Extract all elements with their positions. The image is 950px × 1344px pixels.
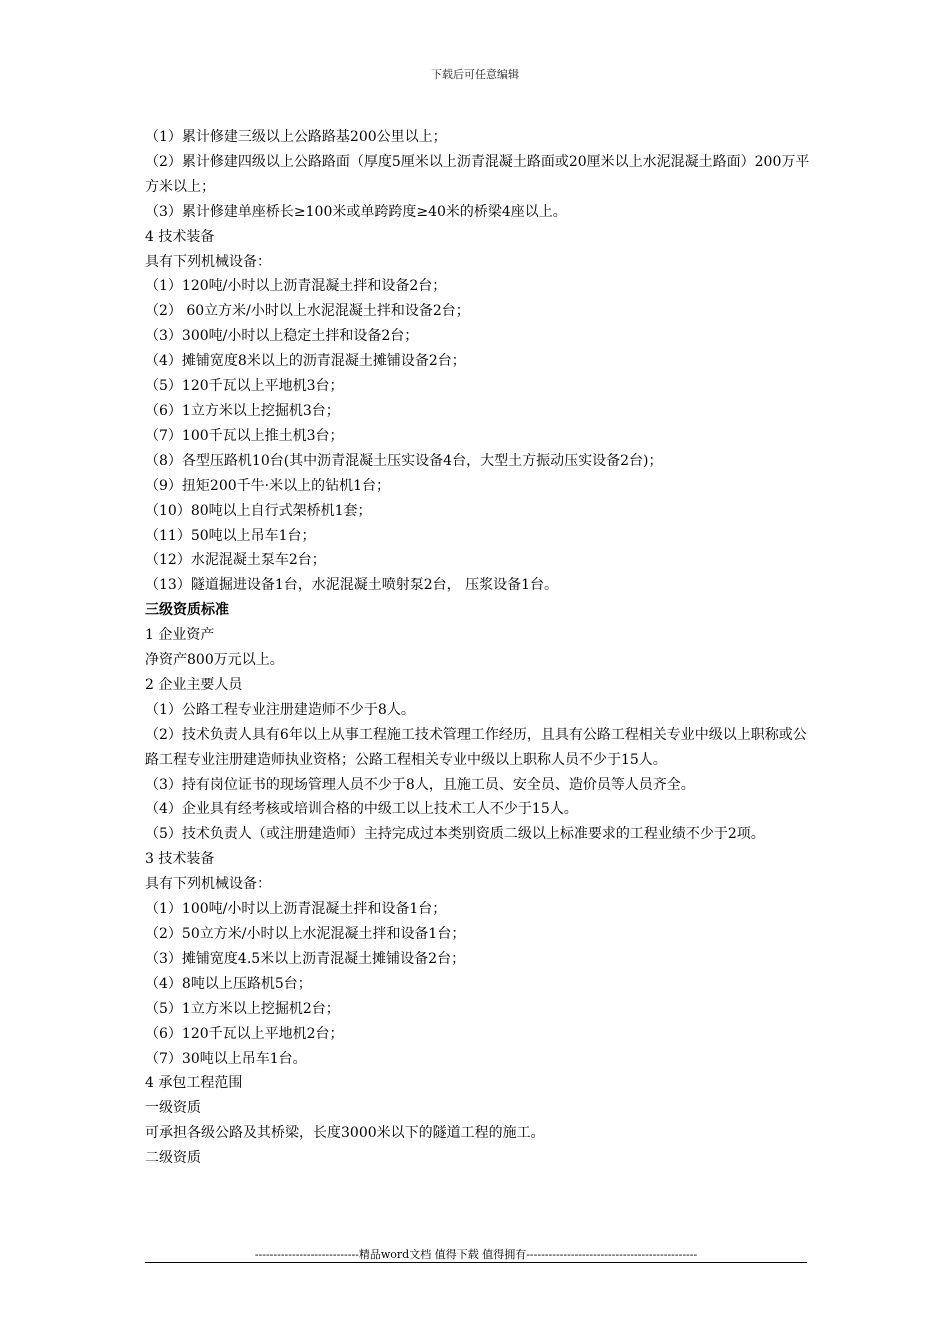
text-line: 3 技术装备 [145, 851, 215, 868]
text-line: （4）8吨以上压路机5台； [145, 975, 312, 992]
text-line: （10）80吨以上自行式架桥机1套； [145, 502, 372, 519]
text-line: （4）企业具有经考核或培训合格的中级工以上技术工人不少于15人。 [145, 801, 578, 818]
text-line: （12）水泥混凝土泵车2台； [145, 552, 326, 569]
text-line: （11）50吨以上吊车1台； [145, 527, 316, 544]
text-line: （9）扭矩200千牛·米以上的钻机1台； [145, 477, 390, 494]
text-line: （4）摊铺宽度8米以上的沥青混凝土摊铺设备2台； [145, 353, 466, 370]
text-line: （8）各型压路机10台(其中沥青混凝土压实设备4台，大型土方振动压实设备2台)； [145, 452, 663, 469]
text-line: （5）1立方米以上挖掘机2台； [145, 1000, 340, 1017]
text-line: （2）50立方米/小时以上水泥混凝土拌和设备1台； [145, 926, 466, 942]
text-line: （2）累计修建四级以上公路路面（厚度5厘米以上沥青混凝土路面或20厘米以上水泥混凝土路面）200万平方米以上； [145, 153, 810, 195]
text-line: （1）累计修建三级以上公路路基200公里以上； [145, 129, 447, 145]
text-line: 1 企业资产 [145, 627, 215, 644]
text-line: 二级资质 [145, 1150, 201, 1167]
page-footer: ----------------------------精品word文档 值得下载 值得拥有---------------------------------------------- [254, 1248, 698, 1261]
page-header: 下载后可任意编辑 [431, 68, 519, 81]
text-line: 具有下列机械设备： [145, 876, 271, 893]
text-line: （5）120千瓦以上平地机3台； [145, 378, 344, 395]
text-line: （7）30吨以上吊车1台。 [145, 1050, 307, 1067]
text-line: 4 承包工程范围 [145, 1075, 243, 1092]
text-line: （1）公路工程专业注册建造师不少于8人。 [145, 701, 415, 718]
footer-rule [145, 1262, 807, 1263]
text-line: （6）120千瓦以上平地机2台； [145, 1025, 344, 1042]
text-line: 可承担各级公路及其桥梁，长度3000米以下的隧道工程的施工。 [145, 1125, 545, 1142]
text-line: 具有下列机械设备： [145, 253, 271, 270]
text-line: （3）持有岗位证书的现场管理人员不少于8人，且施工员、安全员、造价员等人员齐全。 [145, 776, 695, 793]
text-line: 4 技术装备 [145, 228, 215, 245]
text-line: （3）累计修建单座桥长≥100米或单跨跨度≥40米的桥梁4座以上。 [145, 203, 567, 220]
text-line: （3）摊铺宽度4.5米以上沥青混凝土摊铺设备2台； [145, 950, 466, 967]
text-line: （1）120吨/小时以上沥青混凝土拌和设备2台； [145, 278, 447, 295]
text-line: （3）300吨/小时以上稳定土拌和设备2台； [145, 328, 419, 345]
text-line: （2）技术负责人具有6年以上从事工程施工技术管理工作经历，且具有公路工程相关专业中级以上职称或公路工程专业注册建造师执业资格；公路工程相关专业中级以上职称人员不少于15人。 [145, 726, 807, 768]
text-line: （5）技术负责人（或注册建造师）主持完成过本类别资质二级以上标准要求的工程业绩不少于2项。 [145, 826, 765, 843]
text-line: （6）1立方米以上挖掘机3台； [145, 402, 340, 419]
text-line: （2） 60立方米/小时以上水泥混凝土拌和设备2台； [145, 303, 470, 320]
text-line: （13）隧道掘进设备1台，水泥混凝土喷射泵2台， 压浆设备1台。 [145, 577, 558, 594]
section-heading: 三级资质标准 [145, 602, 229, 619]
text-line: （1）100吨/小时以上沥青混凝土拌和设备1台； [145, 901, 447, 918]
text-line: 一级资质 [145, 1100, 201, 1117]
document-body [145, 125, 810, 1171]
text-line: 净资产800万元以上。 [145, 652, 284, 669]
text-line: 2 企业主要人员 [145, 676, 243, 693]
text-line: （7）100千瓦以上推土机3台； [145, 427, 344, 444]
